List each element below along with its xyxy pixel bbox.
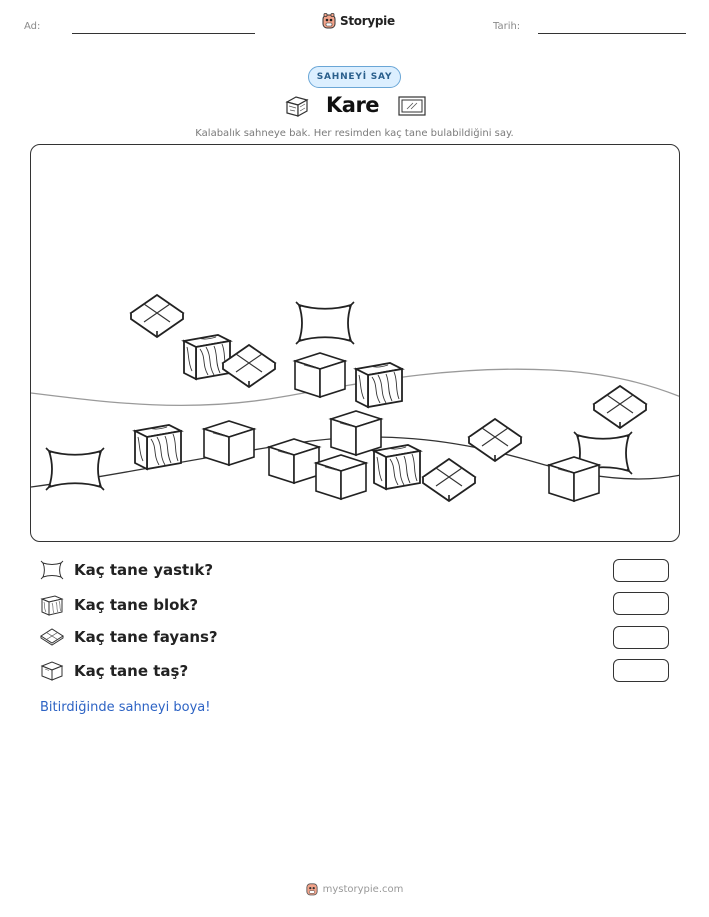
question-tile — [40, 627, 218, 647]
section-badge: SAHNEYİ SAY — [308, 66, 401, 88]
counting-scene[interactable] — [30, 144, 680, 542]
square-frame-icon — [398, 96, 426, 116]
page-title: Kare — [326, 93, 380, 117]
question-stone — [40, 660, 188, 682]
site-footer — [0, 882, 709, 896]
brand-logo — [322, 13, 395, 29]
name-label: Ad: — [24, 21, 41, 32]
answer-box-stone[interactable] — [613, 659, 669, 682]
question-pillow — [40, 560, 213, 580]
answer-box-pillow[interactable] — [613, 559, 669, 582]
question-label: Kaç tane yastık? — [74, 561, 214, 579]
block-icon — [40, 594, 64, 616]
mascot-icon — [306, 882, 318, 896]
coloring-note: Bitirdiğinde sahneyi boya! — [40, 700, 211, 715]
question-label: Kaç tane taş? — [74, 662, 189, 680]
mascot-icon — [322, 13, 336, 29]
name-line[interactable] — [72, 33, 255, 34]
question-block — [40, 594, 198, 616]
tile-icon — [40, 627, 64, 647]
scene-illustration — [31, 145, 680, 542]
answer-box-block[interactable] — [613, 592, 669, 615]
date-label: Tarih: — [493, 21, 521, 32]
site-url[interactable]: mystorypie.com — [322, 883, 404, 895]
brand-name: Storypie — [340, 14, 395, 28]
date-line[interactable] — [538, 33, 686, 34]
instructions: Kalabalık sahneye bak. Her resimden kaç tane bulabildiğini say. — [195, 128, 514, 139]
pillow-icon — [40, 560, 64, 580]
answer-box-tile[interactable] — [613, 626, 669, 649]
stone-icon — [40, 660, 64, 682]
stone-block-icon — [284, 94, 310, 118]
question-label: Kaç tane fayans? — [74, 628, 218, 646]
question-label: Kaç tane blok? — [74, 596, 199, 614]
